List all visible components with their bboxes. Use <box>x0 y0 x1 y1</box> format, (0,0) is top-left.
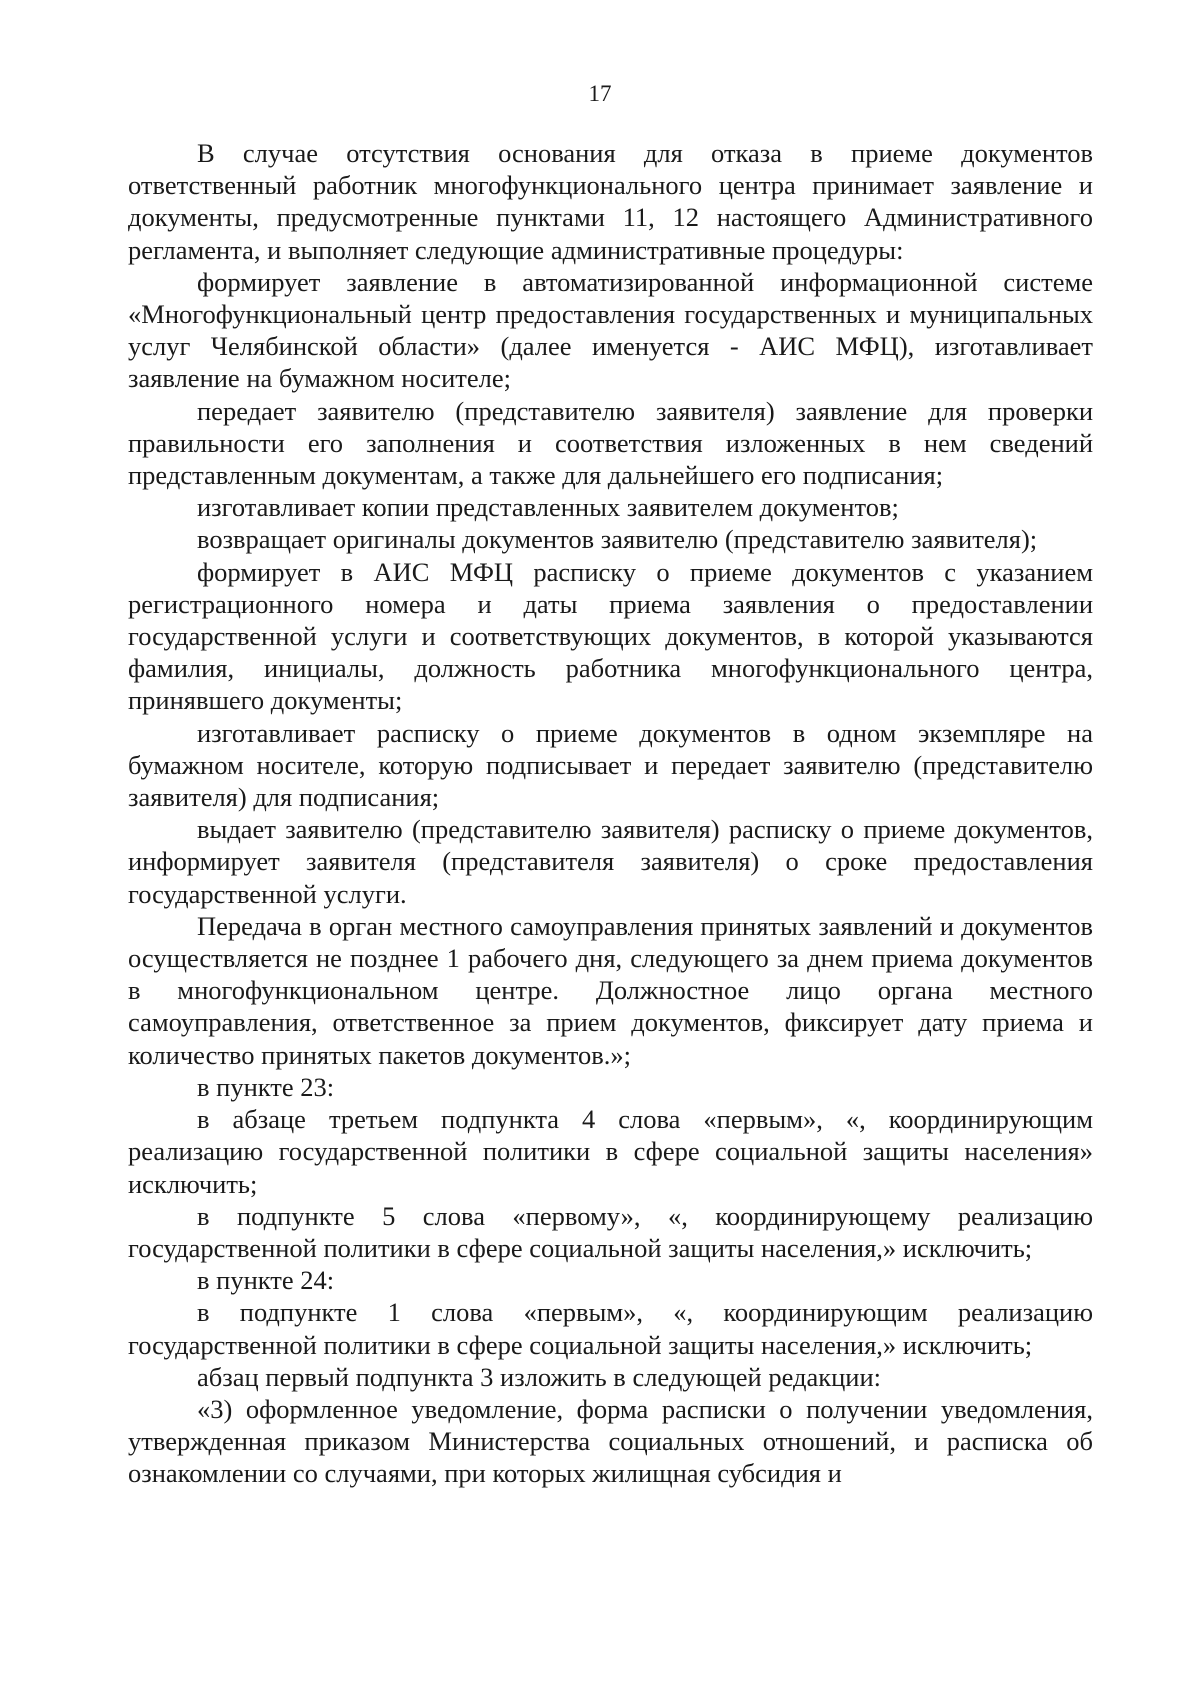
paragraph: формирует в АИС МФЦ расписку о приеме документов с указанием регистрационного номера и даты приема заявления о предоставлении государственной услуги и соответствующих документов, в которой указываются фамилия, инициалы, должность работника многофункционального центра, принявшего документы; <box>128 556 1093 716</box>
paragraph: возвращает оригиналы документов заявителю (представителю заявителя); <box>197 524 1038 555</box>
document-body <box>128 137 1093 1490</box>
paragraph: абзац первый подпункта 3 изложить в следующей редакции: <box>197 1361 882 1392</box>
paragraph: выдает заявителю (представителю заявителя) расписку о приеме документов, информирует заявителя (представителя заявителя) о сроке предоставления государственной услуги. <box>128 814 1093 909</box>
paragraph: в подпункте 1 слова «первым», «, координирующим реализацию государственной политики в сфере социальной защиты населения,» исключить; <box>128 1297 1093 1360</box>
paragraph: в абзаце третьем подпункта 4 слова «первым», «, координирующим реализацию государственной политики в сфере социальной защиты населения» исключить; <box>128 1104 1093 1199</box>
page-number: 17 <box>588 81 612 106</box>
paragraph: формирует заявление в автоматизированной информационной системе «Многофункциональный центр предоставления государственных и муниципальных услуг Челябинской области» (далее именуется - АИС МФЦ), изготавливает заявление на бумажном носителе; <box>128 266 1093 394</box>
paragraph: изготавливает расписку о приеме документов в одном экземпляре на бумажном носителе, которую подписывает и передает заявителю (представителю заявителя) для подписания; <box>128 717 1093 813</box>
paragraph: в пункте 24: <box>197 1265 335 1296</box>
paragraph: «3) оформленное уведомление, форма расписки о получении уведомления, утвержденная приказом Министерства социальных отношений, и расписка об ознакомлении со случаями, при которых жилищная субсидия и <box>128 1393 1093 1489</box>
paragraph: В случае отсутствия основания для отказа в приеме документов ответственный работник многофункционального центра принимает заявление и документы, предусмотренные пунктами 11, 12 настоящего Административного регламента, и выполняет следующие административные процедуры: <box>128 138 1093 265</box>
paragraph: Передача в орган местного самоуправления принятых заявлений и документов осуществляется не позднее 1 рабочего дня, следующего за днем приема документов в многофункциональном центре. Должностное лицо органа местного самоуправления, ответственное за прием документов, фиксирует дату приема и количество принятых пакетов документов.»; <box>128 910 1093 1070</box>
paragraph: изготавливает копии представленных заявителем документов; <box>197 492 899 523</box>
paragraph: в подпункте 5 слова «первому», «, координирующему реализацию государственной политики в сфере социальной защиты населения,» исключить; <box>128 1200 1093 1263</box>
paragraph: передает заявителю (представителю заявителя) заявление для проверки правильности его заполнения и соответствия изложенных в нем сведений представленным документам, а также для дальнейшего его подписания; <box>128 395 1093 491</box>
paragraph: в пункте 23: <box>197 1071 335 1102</box>
